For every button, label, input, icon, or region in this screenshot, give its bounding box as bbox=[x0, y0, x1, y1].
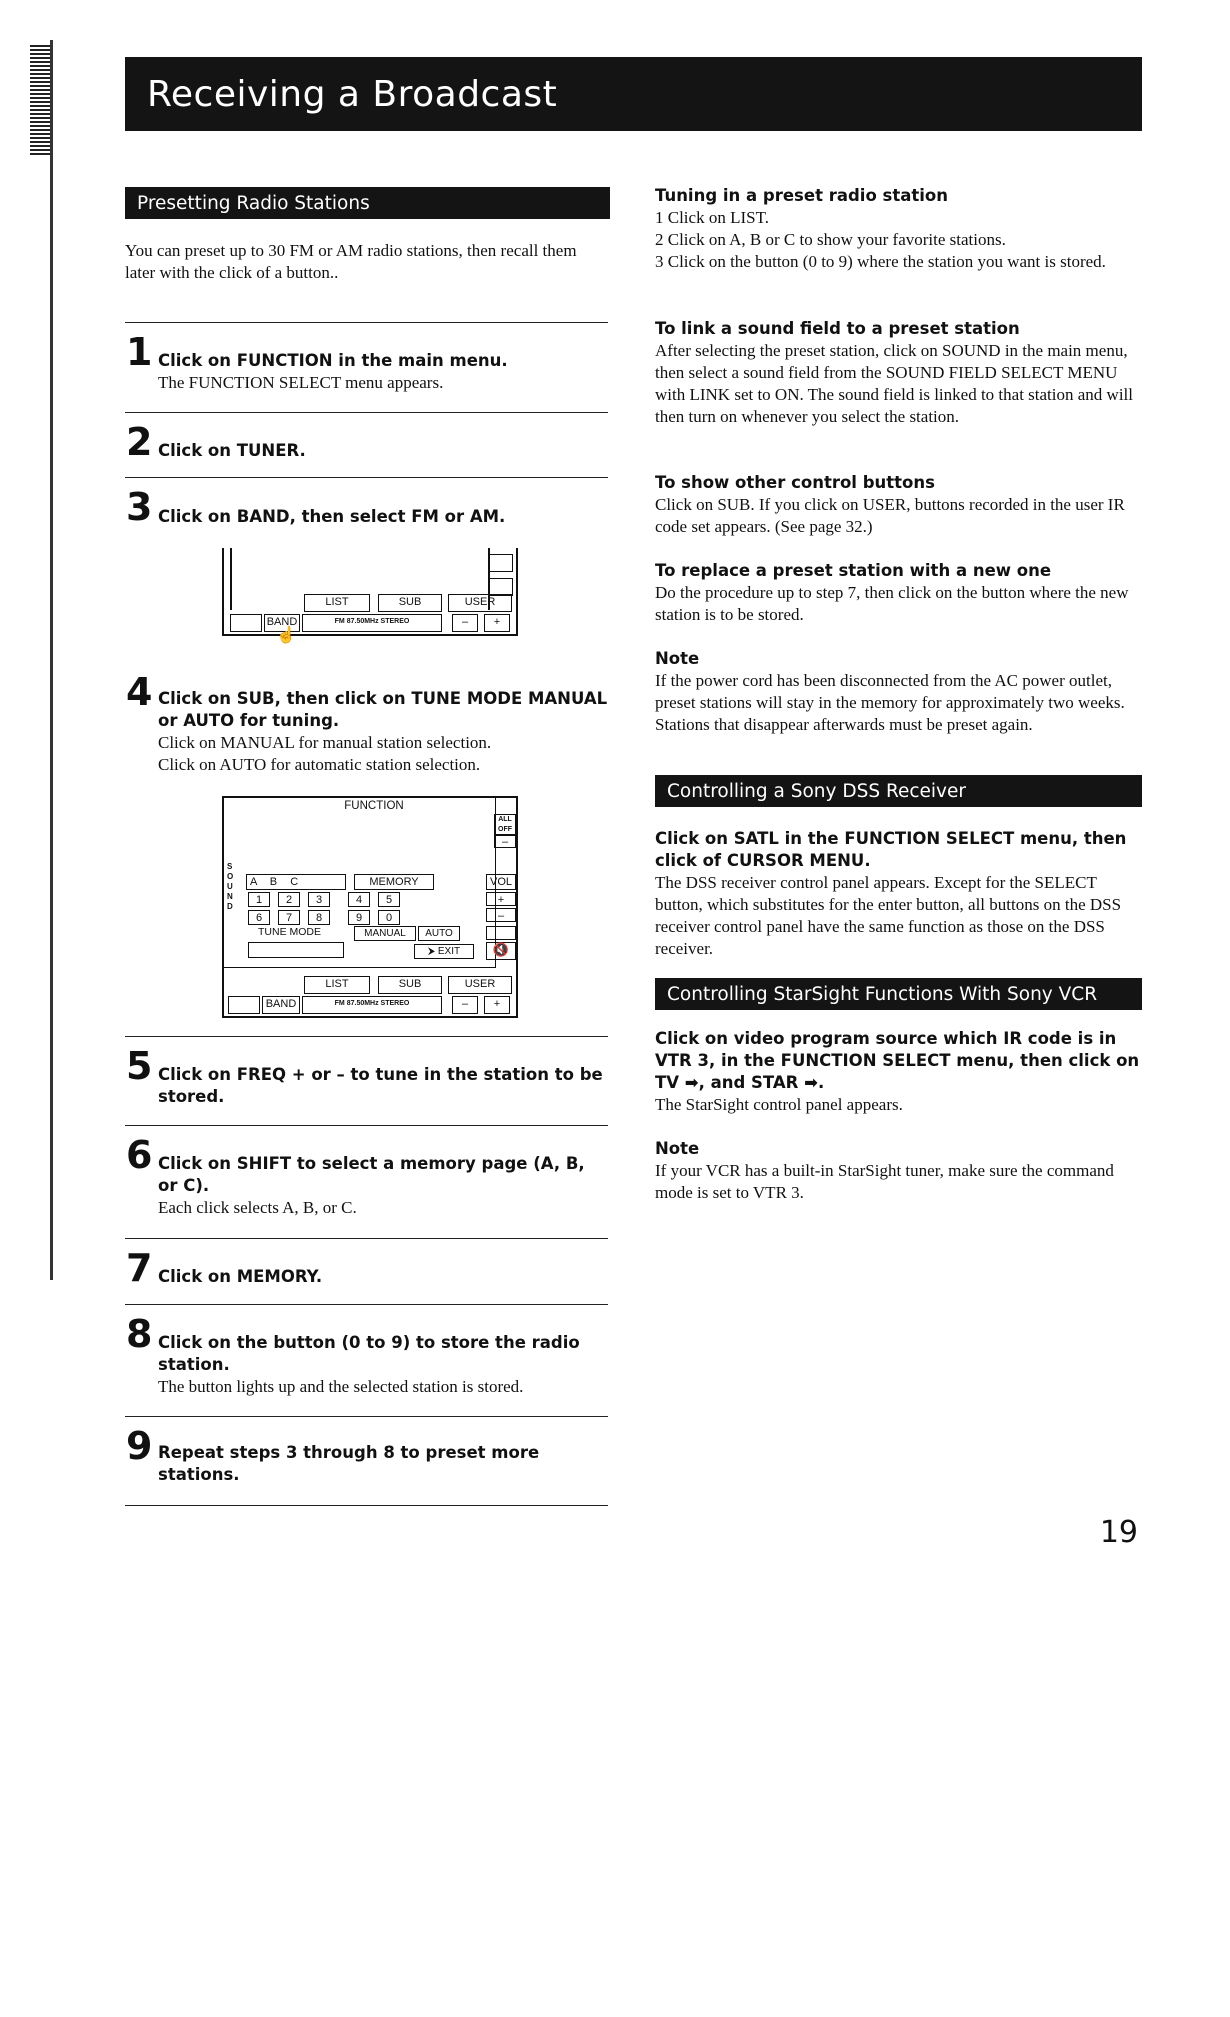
page-a[interactable]: A bbox=[250, 876, 257, 888]
step-description: Click on MANUAL for manual station selection. bbox=[158, 733, 492, 752]
step-7 bbox=[158, 1266, 608, 1288]
step-8 bbox=[158, 1332, 608, 1398]
link-text: After selecting the preset station, click on SOUND in the main menu, then select a sound field from the SOUND FIELD SELECT MENU with LINK set to ON. The sound field is linked to that station and will then turn on whenever you select the station. bbox=[655, 341, 1133, 426]
band-button[interactable]: BAND bbox=[264, 614, 300, 632]
sub-button[interactable]: SUB bbox=[378, 976, 442, 994]
note2-section bbox=[655, 1138, 1142, 1204]
other-text: Click on SUB. If you click on USER, buttons recorded in the user IR code set appears. (See page 32.) bbox=[655, 495, 1125, 536]
list-item: 2 Click on A, B or C to show your favorite stations. bbox=[655, 230, 1006, 249]
step-title: Click on FUNCTION in the main menu. bbox=[158, 351, 508, 370]
page-title: Receiving a Broadcast bbox=[125, 57, 1142, 131]
step-description: Each click selects A, B, or C. bbox=[158, 1198, 357, 1217]
digit-button[interactable]: 0 bbox=[378, 910, 400, 925]
tuning-heading: Tuning in a preset radio station bbox=[655, 186, 948, 205]
freq-plus-button[interactable]: + bbox=[484, 614, 510, 632]
digit-button[interactable]: 5 bbox=[378, 892, 400, 907]
panel-left-button[interactable] bbox=[228, 996, 260, 1014]
section-title-presetting: Presetting Radio Stations bbox=[125, 187, 610, 219]
other-heading: To show other control buttons bbox=[655, 473, 935, 492]
page-number: 19 bbox=[1099, 1515, 1138, 1550]
note-section bbox=[655, 648, 1142, 736]
step-title: Click on SHIFT to select a memory page (A, B, or C). bbox=[158, 1154, 585, 1195]
divider bbox=[125, 1036, 608, 1037]
replace-text: Do the procedure up to step 7, then click on the button where the new station is to be stored. bbox=[655, 583, 1129, 624]
divider bbox=[125, 412, 608, 413]
frequency-display: FM 87.50MHz STEREO bbox=[302, 996, 442, 1014]
step-4 bbox=[158, 688, 608, 776]
user-button[interactable]: USER bbox=[448, 594, 512, 612]
section-title-dss: Controlling a Sony DSS Receiver bbox=[655, 775, 1142, 807]
frequency-display: FM 87.50MHz STEREO bbox=[302, 614, 442, 632]
step-description: The button lights up and the selected station is stored. bbox=[158, 1377, 524, 1396]
digit-button[interactable]: 2 bbox=[278, 892, 300, 907]
step-number: 3 bbox=[126, 485, 153, 529]
sound-side-label: S O U N D bbox=[227, 862, 234, 911]
digit-button[interactable]: 8 bbox=[308, 910, 330, 925]
step-description: The FUNCTION SELECT menu appears. bbox=[158, 373, 444, 392]
vol-minus-top-button[interactable]: – bbox=[494, 834, 516, 848]
exit-button[interactable]: ⮞ EXIT bbox=[414, 944, 474, 959]
margin-rule bbox=[50, 40, 53, 1280]
divider bbox=[125, 322, 608, 323]
function-panel-diagram bbox=[222, 796, 518, 1018]
step-number: 2 bbox=[126, 420, 153, 464]
freq-minus-button[interactable]: – bbox=[452, 614, 478, 632]
starsight-section bbox=[655, 1028, 1142, 1116]
band-button[interactable]: BAND bbox=[262, 996, 300, 1014]
step-6 bbox=[158, 1153, 608, 1219]
step-title: Click on BAND, then select FM or AM. bbox=[158, 507, 506, 526]
vol-label: VOL bbox=[486, 874, 516, 890]
vol-spacer-button[interactable] bbox=[486, 926, 516, 940]
step-title: Click on SUB, then click on TUNE MODE MANUAL or AUTO for tuning. bbox=[158, 689, 608, 730]
list-item: 1 Click on LIST. bbox=[655, 208, 769, 227]
memory-page-abc[interactable] bbox=[246, 874, 346, 890]
link-section bbox=[655, 318, 1142, 428]
list-item: 3 Click on the button (0 to 9) where the station you want is stored. bbox=[655, 252, 1106, 271]
step-number: 6 bbox=[126, 1133, 153, 1177]
starsight-heading: Click on video program source which IR code is in VTR 3, in the FUNCTION SELECT menu, then click on TV ➡, and STAR ➡. bbox=[655, 1029, 1140, 1092]
vol-plus-button[interactable]: + bbox=[486, 892, 516, 906]
digit-button[interactable]: 4 bbox=[348, 892, 370, 907]
sub-button[interactable]: SUB bbox=[378, 594, 442, 612]
step-number: 8 bbox=[126, 1312, 153, 1356]
step-2 bbox=[158, 440, 608, 462]
intro-text: You can preset up to 30 FM or AM radio stations, then recall them later with the click of a button.. bbox=[125, 241, 577, 282]
divider bbox=[125, 1505, 608, 1506]
step-1 bbox=[158, 350, 608, 394]
note2-text: If your VCR has a built-in StarSight tuner, make sure the command mode is set to VTR 3. bbox=[655, 1161, 1114, 1202]
step-9 bbox=[158, 1442, 588, 1486]
user-button[interactable]: USER bbox=[448, 976, 512, 994]
page-b[interactable]: B bbox=[269, 876, 278, 888]
binding-mark bbox=[30, 45, 52, 155]
starsight-text: The StarSight control panel appears. bbox=[655, 1095, 903, 1114]
replace-heading: To replace a preset station with a new one bbox=[655, 561, 1052, 580]
tune-mode-display bbox=[248, 942, 344, 958]
freq-minus-button[interactable]: – bbox=[452, 996, 478, 1014]
dss-heading: Click on SATL in the FUNCTION SELECT menu, then click of CURSOR MENU. bbox=[655, 829, 1127, 870]
manual-button[interactable]: MANUAL bbox=[354, 926, 416, 941]
tuner-panel-diagram bbox=[222, 548, 518, 644]
step-description: Click on AUTO for automatic station selection. bbox=[158, 755, 481, 774]
step-title: Click on FREQ + or – to tune in the station to be stored. bbox=[158, 1065, 603, 1106]
function-label: FUNCTION bbox=[344, 800, 404, 812]
auto-button[interactable]: AUTO bbox=[418, 926, 460, 941]
all-off-button[interactable]: ALL OFF bbox=[494, 814, 516, 836]
note-heading: Note bbox=[655, 649, 700, 668]
divider bbox=[125, 1304, 608, 1305]
memory-button[interactable]: MEMORY bbox=[354, 874, 434, 890]
step-5 bbox=[158, 1064, 608, 1108]
page-c[interactable]: C bbox=[290, 876, 299, 888]
vol-minus-button[interactable]: – bbox=[486, 908, 516, 922]
step-title: Click on the button (0 to 9) to store the radio station. bbox=[158, 1333, 580, 1374]
mute-button[interactable]: 🔇 bbox=[486, 942, 516, 960]
digit-button[interactable]: 1 bbox=[248, 892, 270, 907]
step-number: 7 bbox=[126, 1246, 153, 1290]
scroll-up-button[interactable] bbox=[489, 554, 513, 572]
step-title: Repeat steps 3 through 8 to preset more stations. bbox=[158, 1443, 540, 1484]
pointer-hand-icon: ☝ bbox=[276, 627, 296, 644]
tuning-section bbox=[655, 185, 1142, 273]
digit-button[interactable]: 9 bbox=[348, 910, 370, 925]
section-title-starsight: Controlling StarSight Functions With Sony VCR bbox=[655, 978, 1142, 1010]
digit-button[interactable]: 7 bbox=[278, 910, 300, 925]
step-number: 5 bbox=[126, 1044, 153, 1088]
divider bbox=[125, 1238, 608, 1239]
divider bbox=[125, 477, 608, 478]
link-heading: To link a sound field to a preset station bbox=[655, 319, 1020, 338]
tune-mode-label: TUNE MODE bbox=[258, 926, 321, 938]
note2-heading: Note bbox=[655, 1139, 700, 1158]
dss-text: The DSS receiver control panel appears. Except for the SELECT button, which substitutes for the enter button, all buttons on the DSS receiver control panel have the same function as those on the DSS receiver. bbox=[655, 873, 1122, 958]
step-3 bbox=[158, 506, 608, 528]
divider bbox=[125, 1416, 608, 1417]
digit-button[interactable]: 6 bbox=[248, 910, 270, 925]
step-title: Click on TUNER. bbox=[158, 441, 306, 460]
arrow-right-icon: ⮞ bbox=[427, 946, 436, 957]
dss-section bbox=[655, 828, 1142, 960]
list-button[interactable]: LIST bbox=[304, 976, 370, 994]
step-number: 1 bbox=[126, 330, 153, 374]
panel-left-button[interactable] bbox=[230, 614, 262, 632]
step-number: 9 bbox=[126, 1424, 153, 1468]
digit-button[interactable]: 3 bbox=[308, 892, 330, 907]
step-number: 4 bbox=[126, 670, 153, 714]
other-buttons-section bbox=[655, 472, 1142, 538]
note-text: If the power cord has been disconnected from the AC power outlet, preset stations will stay in the memory for approximately two weeks. Stations that disappear afterwards must be preset again. bbox=[655, 671, 1125, 734]
divider bbox=[125, 1125, 608, 1126]
step-title: Click on MEMORY. bbox=[158, 1267, 323, 1286]
freq-plus-button[interactable]: + bbox=[484, 996, 510, 1014]
list-button[interactable]: LIST bbox=[304, 594, 370, 612]
replace-section bbox=[655, 560, 1142, 626]
